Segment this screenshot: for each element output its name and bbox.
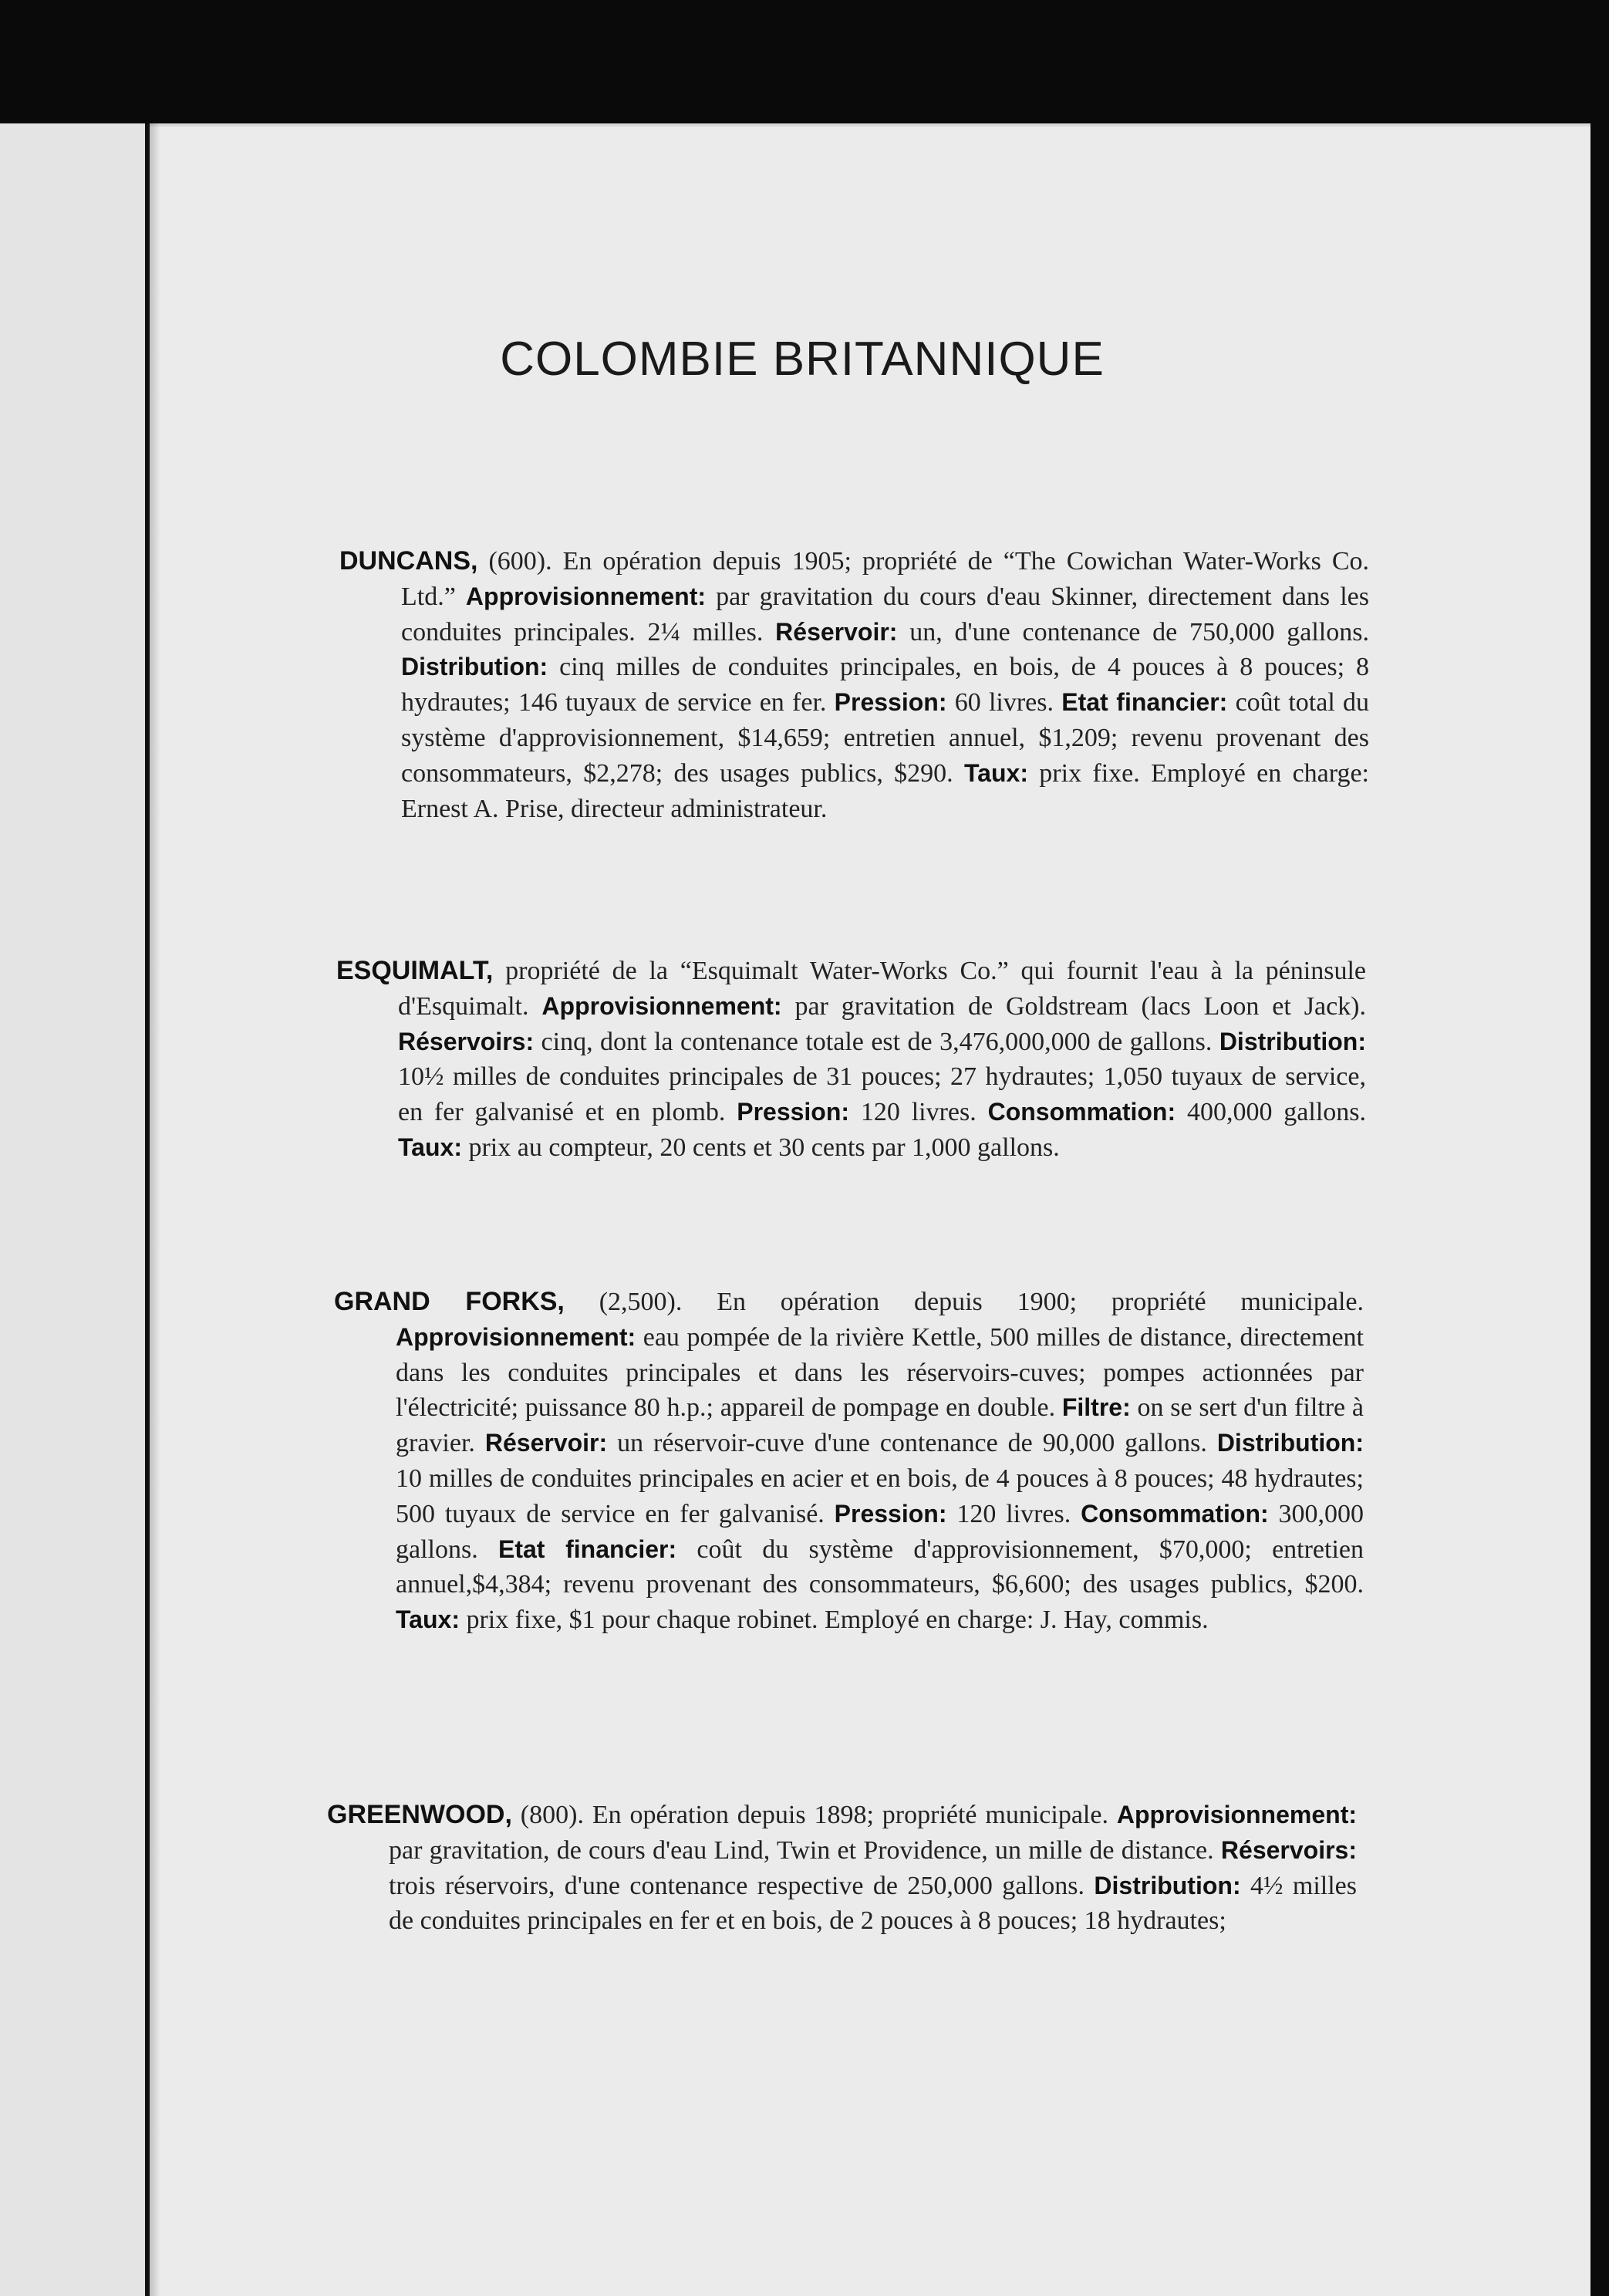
entry-name: GREENWOOD, xyxy=(327,1800,512,1829)
entry-name: ESQUIMALT, xyxy=(336,956,494,985)
entry-text: prix au compteur, 20 cents et 30 cents par 1,000 gallons. xyxy=(461,1133,1060,1162)
entry-text: un, d'une contenance de 750,000 gallons. xyxy=(897,617,1369,647)
entry-text: cinq, dont la contenance totale est de 3,476,000,000 de gallons. xyxy=(534,1027,1219,1056)
gutter-shadow xyxy=(150,123,160,2296)
field-label: Etat financier: xyxy=(498,1535,677,1563)
entry-text: on se sert d'un filtre à gravier. xyxy=(396,1393,1364,1458)
entry-text: 60 livres. xyxy=(946,688,1062,718)
field-label: Consommation: xyxy=(1081,1499,1269,1528)
entry-paragraph xyxy=(339,544,1369,826)
facing-page-edge xyxy=(0,123,145,2296)
field-label: Pression: xyxy=(834,1499,947,1528)
field-label: Etat financier: xyxy=(1061,688,1228,717)
field-label: Approvisionnement: xyxy=(1116,1801,1357,1828)
entry-text: un réservoir-cuve d'une contenance de 90,000 gallons. xyxy=(607,1429,1217,1458)
field-label: Pression: xyxy=(834,688,947,717)
entry-text: coût du système d'approvisionnement, $70,000; entretien annuel,$4,384; revenu provenant des consommateurs, $6,600; des usages publics, $200. xyxy=(396,1535,1364,1599)
field-label: Distribution: xyxy=(1094,1871,1241,1899)
entry-text: 400,000 gallons. xyxy=(1176,1098,1366,1127)
field-label: Réservoir: xyxy=(484,1429,608,1457)
field-label: Réservoirs: xyxy=(398,1027,535,1055)
entry-duncans xyxy=(339,544,1369,826)
entry-text: 120 livres. xyxy=(849,1098,988,1127)
page-top-edge xyxy=(0,123,1590,127)
entry-text: (600). En opération depuis 1905; propriété de “The Cowichan Water-Works Co. Ltd.” xyxy=(401,547,1369,611)
document-page xyxy=(0,123,1590,2296)
entry-text: par gravitation de Goldstream (lacs Loon et Jack). xyxy=(781,991,1366,1021)
field-label: Distribution: xyxy=(1216,1429,1364,1457)
page-heading: COLOMBIE BRITANNIQUE xyxy=(500,333,1105,386)
entry-text: (800). En opération depuis 1898; propriété municipale. xyxy=(511,1801,1117,1829)
field-label: Distribution: xyxy=(1219,1027,1366,1055)
entry-text: 4½ milles de conduites principales en fer et en bois, de 2 pouces à 8 pouces; 18 hydrautes; xyxy=(389,1871,1357,1936)
entry-text: 120 livres. xyxy=(946,1499,1081,1528)
entry-name: DUNCANS, xyxy=(339,546,478,576)
entry-text: trois réservoirs, d'une contenance respective de 250,000 gallons. xyxy=(389,1871,1095,1900)
field-label: Réservoir: xyxy=(775,617,898,646)
entry-text: coût total du système d'approvisionnement, $14,659; entretien annuel, $1,209; revenu provenant des consommateurs, $2,278; des usages publics, $290. xyxy=(401,688,1370,788)
entry-paragraph xyxy=(327,1798,1357,1939)
entry-text: 10½ milles de conduites principales de 31 pouces; 27 hydrautes; 1,050 tuyaux de service, en fer galvanisé et en plomb. xyxy=(398,1062,1366,1127)
field-label: Approvisionnement: xyxy=(465,582,707,610)
field-label: Distribution: xyxy=(401,653,548,681)
entry-text: par gravitation, de cours d'eau Lind, Twin et Providence, un mille de distance. xyxy=(389,1835,1221,1865)
field-label: Consommation: xyxy=(987,1098,1176,1126)
field-label: Taux: xyxy=(964,758,1028,787)
entry-paragraph xyxy=(336,954,1366,1166)
field-label: Approvisionnement: xyxy=(541,991,782,1020)
entry-text: prix fixe, $1 pour chaque robinet. Employé en charge: J. Hay, commis. xyxy=(459,1606,1209,1635)
entry-text: 10 milles de conduites principales en acier et en bois, de 4 pouces à 8 pouces; 48 hydrautes; 500 tuyaux de service en fer galvanisé. xyxy=(396,1464,1364,1528)
field-label: Réservoirs: xyxy=(1220,1835,1357,1864)
field-label: Approvisionnement: xyxy=(396,1322,636,1351)
entry-text: propriété de la “Esquimalt Water-Works Co.” qui fournit l'eau à la péninsule d'Esquimalt. xyxy=(398,957,1366,1021)
entry-esquimalt xyxy=(336,954,1366,1166)
field-label: Taux: xyxy=(396,1606,460,1634)
entry-text: par gravitation du cours d'eau Skinner, directement dans les conduites principales. 2¼ milles. xyxy=(401,582,1369,647)
entry-text: (2,500). En opération depuis 1900; propriété municipale. xyxy=(564,1288,1364,1316)
entry-text: eau pompée de la rivière Kettle, 500 milles de distance, directement dans les conduites principales et dans les réservoirs-cuves; pompes actionnées par l'électricité; puissance 80 h.p.; appareil de pompage en double. xyxy=(396,1322,1364,1423)
entry-text: prix fixe. Employé en charge: Ernest A. Prise, directeur administrateur. xyxy=(401,758,1369,823)
entry-grand-forks xyxy=(334,1285,1364,1638)
entry-name: GRAND FORKS, xyxy=(334,1287,565,1316)
entry-greenwood xyxy=(327,1798,1357,1939)
entry-text: cinq milles de conduites principales, en bois, de 4 pouces à 8 pouces; 8 hydrautes; 146 tuyaux de service en fer. xyxy=(401,653,1369,718)
field-label: Taux: xyxy=(398,1133,462,1161)
field-label: Filtre: xyxy=(1061,1393,1131,1422)
entry-text: 300,000 gallons. xyxy=(396,1499,1364,1564)
field-label: Pression: xyxy=(737,1098,850,1126)
entry-paragraph xyxy=(334,1285,1364,1638)
